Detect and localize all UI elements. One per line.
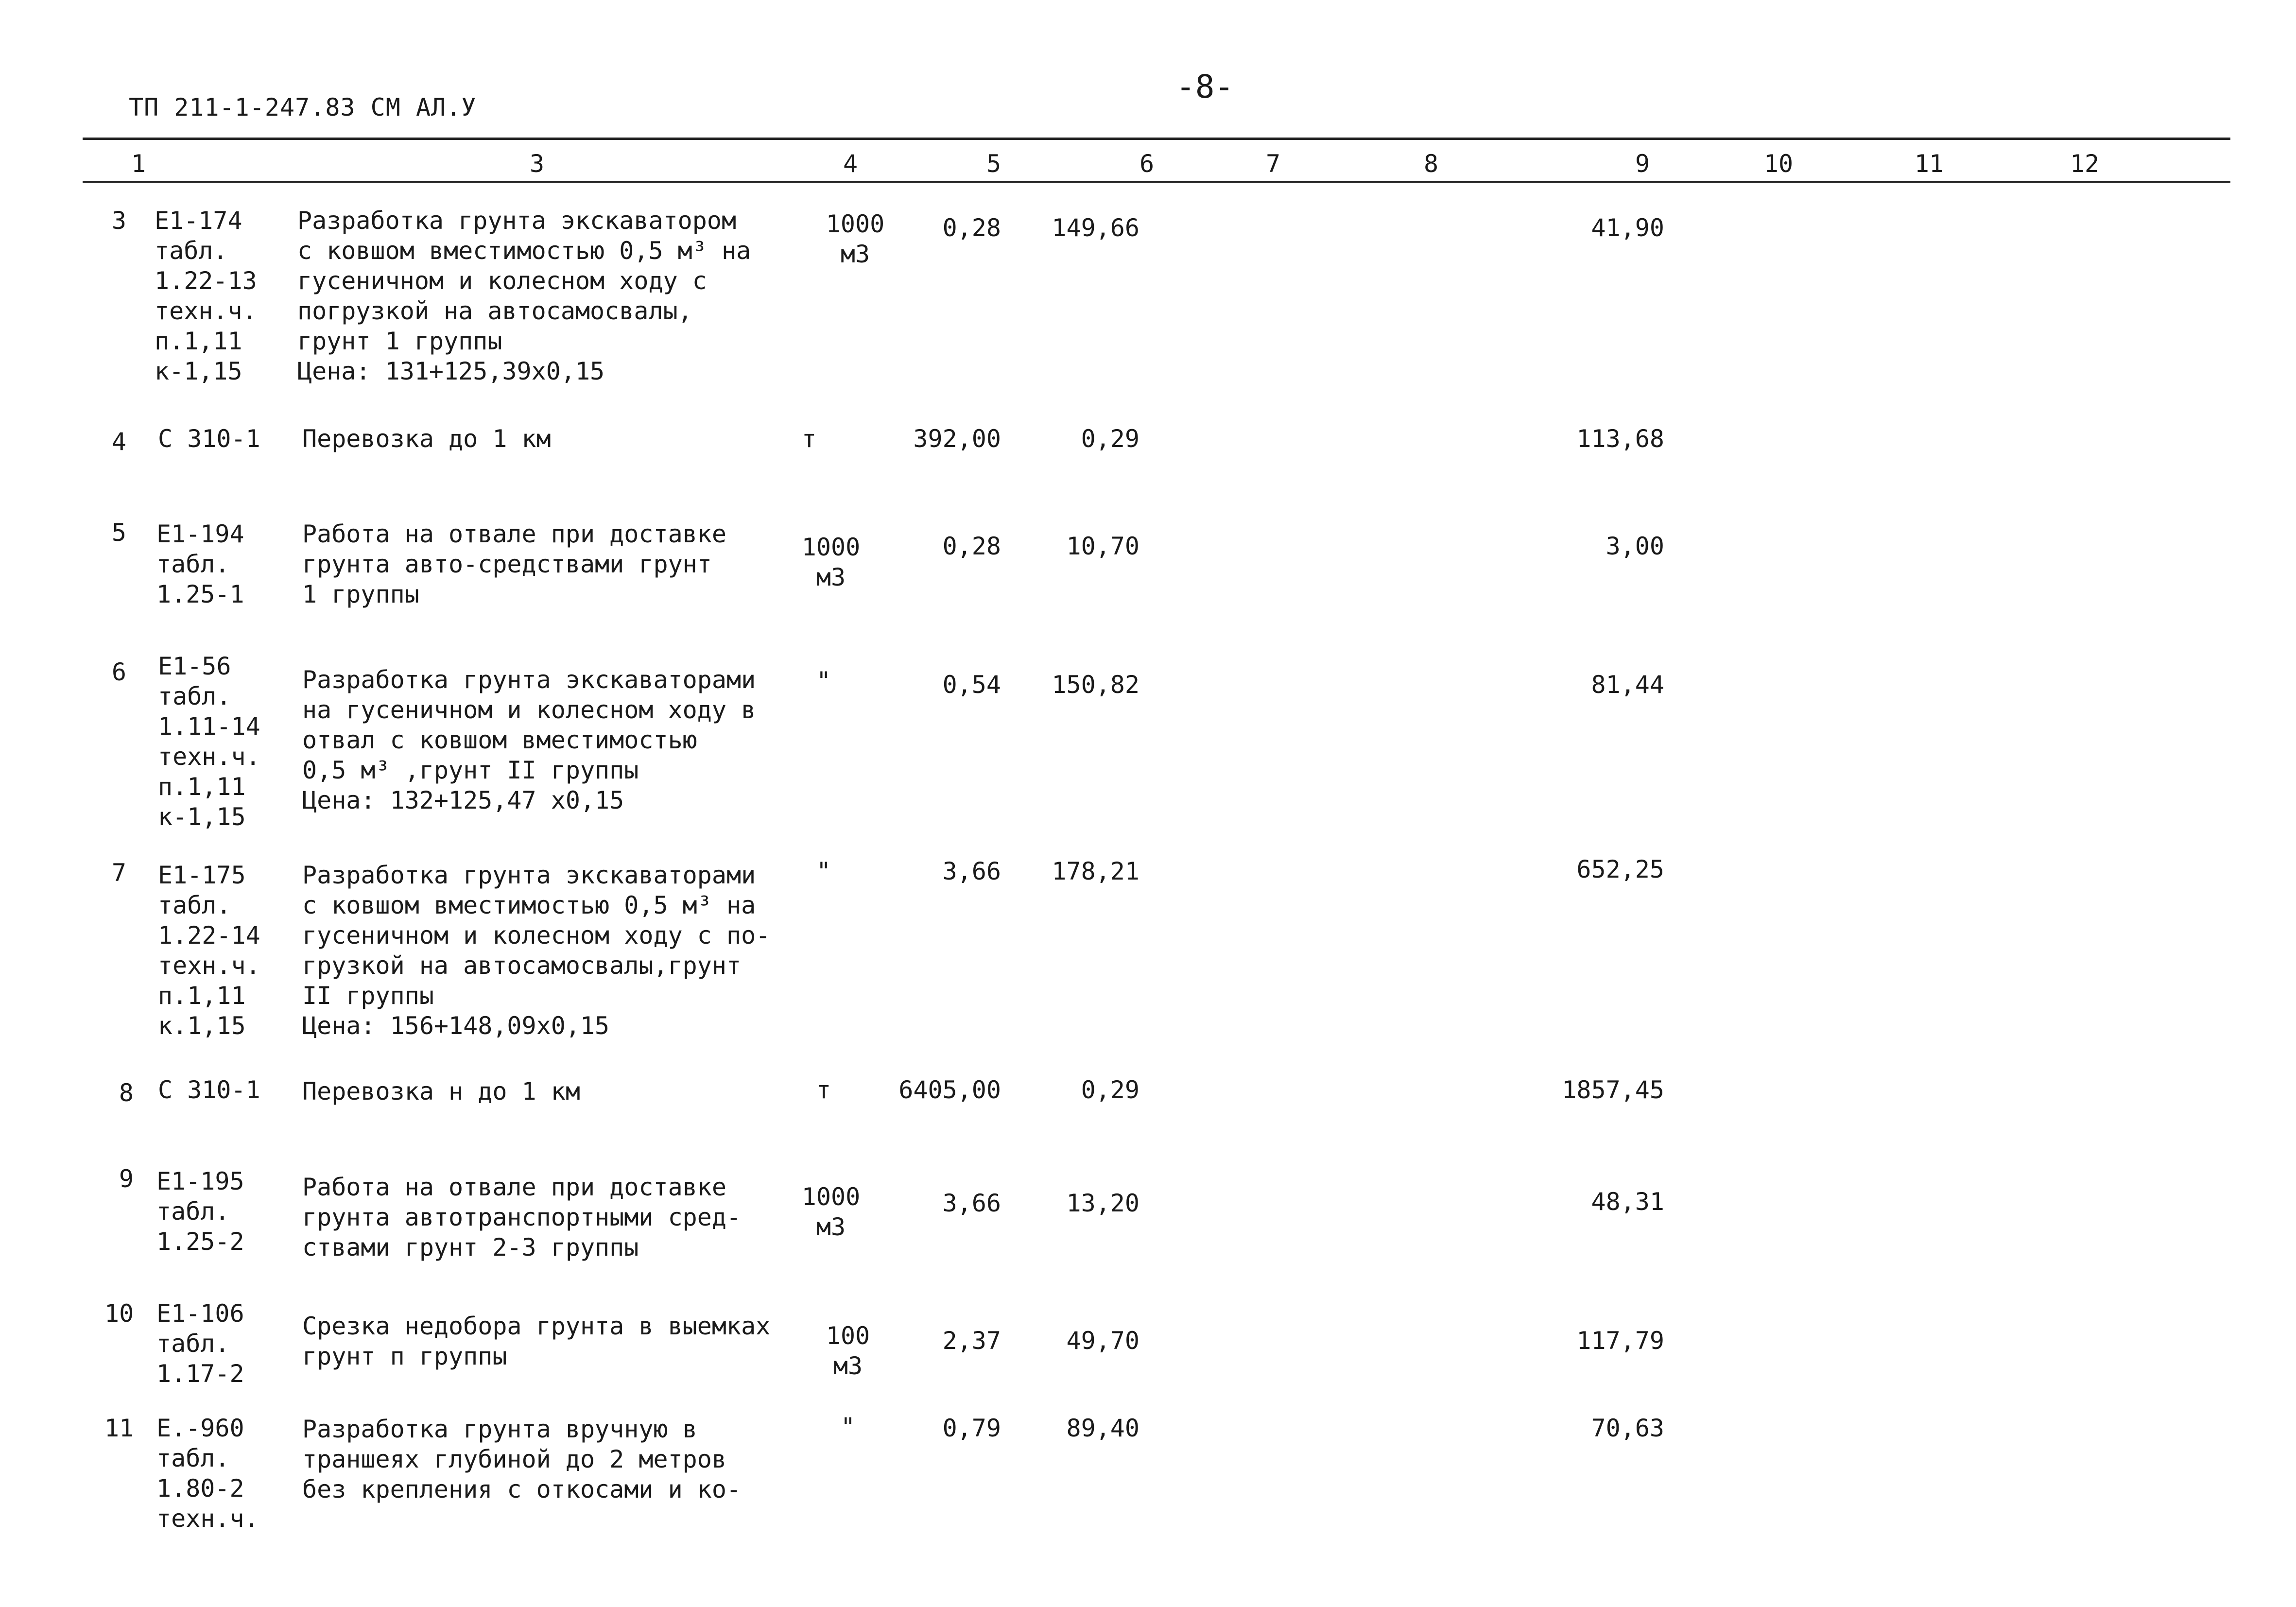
unit-price: 149,66 <box>1052 214 1139 242</box>
unit: т <box>801 425 817 453</box>
total-cost: 70,63 <box>1591 1414 1664 1442</box>
row-number: 8 <box>119 1079 134 1107</box>
column-header-10: 10 <box>1763 150 1794 178</box>
row-number: 10 <box>104 1299 134 1328</box>
row-number: 11 <box>104 1414 134 1442</box>
row-number: 7 <box>111 859 126 887</box>
work-description: Разработка грунта экскаваторами на гусеничном и колесном ходу в отвал с ковшом вместимостью 0,5 м³ ,грунт II группы Цена: 132+125,47 х0,15 <box>302 666 756 814</box>
work-description: Перевозка до 1 км <box>302 425 551 453</box>
unit: " <box>840 1413 856 1441</box>
quantity: 0,28 <box>942 532 1001 560</box>
norm-code: Е1-175 табл. 1.22-14 техн.ч. п.1,11 к.1,15 <box>158 861 260 1040</box>
total-cost: 48,31 <box>1591 1188 1664 1216</box>
work-description: Работа на отвале при доставке грунта авто-средствами грунт 1 группы <box>302 520 726 608</box>
norm-code: Е1-106 табл. 1.17-2 <box>156 1299 244 1388</box>
column-header-1: 1 <box>131 150 146 178</box>
work-description: Срезка недобора грунта в выемках грунт п группы <box>302 1312 771 1370</box>
unit: 1000 м3 <box>801 1183 861 1241</box>
unit: 1000 м3 <box>826 210 885 268</box>
quantity: 392,00 <box>913 425 1001 453</box>
total-cost: 3,00 <box>1605 532 1664 560</box>
total-cost: 117,79 <box>1576 1327 1664 1355</box>
unit-price: 10,70 <box>1066 532 1139 560</box>
quantity: 3,66 <box>942 1189 1001 1217</box>
column-header-6: 6 <box>1139 150 1155 178</box>
unit-price: 178,21 <box>1052 857 1139 885</box>
quantity: 0,54 <box>942 671 1001 699</box>
column-header-5: 5 <box>986 150 1001 178</box>
norm-code: Е.-960 табл. 1.80-2 техн.ч. <box>156 1414 259 1533</box>
total-cost: 1857,45 <box>1562 1076 1664 1104</box>
quantity: 2,37 <box>942 1327 1001 1355</box>
quantity: 3,66 <box>942 857 1001 885</box>
unit: т <box>816 1076 831 1104</box>
work-description: Разработка грунта экскаватором с ковшом вместимостью 0,5 м³ на гусеничном и колесном ходу с погрузкой на автосамосвалы, грунт 1 группы Цена: 131+125,39х0,15 <box>297 207 751 385</box>
quantity: 0,79 <box>942 1414 1001 1442</box>
norm-code: Е1-174 табл. 1.22-13 техн.ч. п.1,11 к-1,15 <box>155 207 257 385</box>
work-description: Перевозка н до 1 км <box>302 1077 580 1106</box>
work-description: Разработка грунта вручную в траншеях глубиной до 2 метров без крепления с откосами и ко- <box>302 1415 742 1503</box>
unit: " <box>816 857 831 885</box>
total-cost: 652,25 <box>1576 855 1664 883</box>
column-header-7: 7 <box>1265 150 1281 178</box>
document-code: ТП 211-1-247.83 СМ АЛ.У <box>129 93 477 121</box>
column-header-12: 12 <box>2070 150 2100 178</box>
row-number: 3 <box>111 207 126 235</box>
unit-price: 49,70 <box>1066 1327 1139 1355</box>
norm-code: Е1-194 табл. 1.25-1 <box>156 520 244 608</box>
row-number: 6 <box>111 658 126 686</box>
page-number: -8- <box>1176 68 1234 105</box>
table-top-rule <box>83 138 2230 140</box>
unit: 100 м3 <box>826 1322 870 1380</box>
unit-price: 0,29 <box>1081 425 1139 453</box>
norm-code: Е1-56 табл. 1.11-14 техн.ч. п.1,11 к-1,15 <box>158 652 260 831</box>
unit-price: 89,40 <box>1066 1414 1139 1442</box>
unit-price: 0,29 <box>1081 1076 1139 1104</box>
total-cost: 113,68 <box>1576 425 1664 453</box>
work-description: Разработка грунта экскаваторами с ковшом вместимостью 0,5 м³ на гусеничном и колесном ходу с по- грузкой на автосамосвалы,грунт II группы Цена: 156+148,09х0,15 <box>302 861 771 1040</box>
column-header-4: 4 <box>843 150 858 178</box>
norm-code: С 310-1 <box>158 1076 260 1104</box>
unit: 1000 м3 <box>801 533 861 591</box>
norm-code: С 310-1 <box>158 425 260 453</box>
table-header-rule <box>83 181 2230 183</box>
column-header-11: 11 <box>1914 150 1944 178</box>
total-cost: 41,90 <box>1591 214 1664 242</box>
row-number: 4 <box>111 428 126 456</box>
norm-code: Е1-195 табл. 1.25-2 <box>156 1167 244 1256</box>
quantity: 0,28 <box>942 214 1001 242</box>
total-cost: 81,44 <box>1591 671 1664 699</box>
quantity: 6405,00 <box>898 1076 1001 1104</box>
unit-price: 13,20 <box>1066 1189 1139 1217</box>
column-header-9: 9 <box>1635 150 1650 178</box>
unit-price: 150,82 <box>1052 671 1139 699</box>
row-number: 5 <box>111 518 126 547</box>
work-description: Работа на отвале при доставке грунта автотранспортными сред- ствами грунт 2-3 группы <box>302 1173 742 1261</box>
column-header-3: 3 <box>529 150 545 178</box>
row-number: 9 <box>119 1165 134 1193</box>
unit: " <box>816 667 831 695</box>
column-header-8: 8 <box>1423 150 1439 178</box>
